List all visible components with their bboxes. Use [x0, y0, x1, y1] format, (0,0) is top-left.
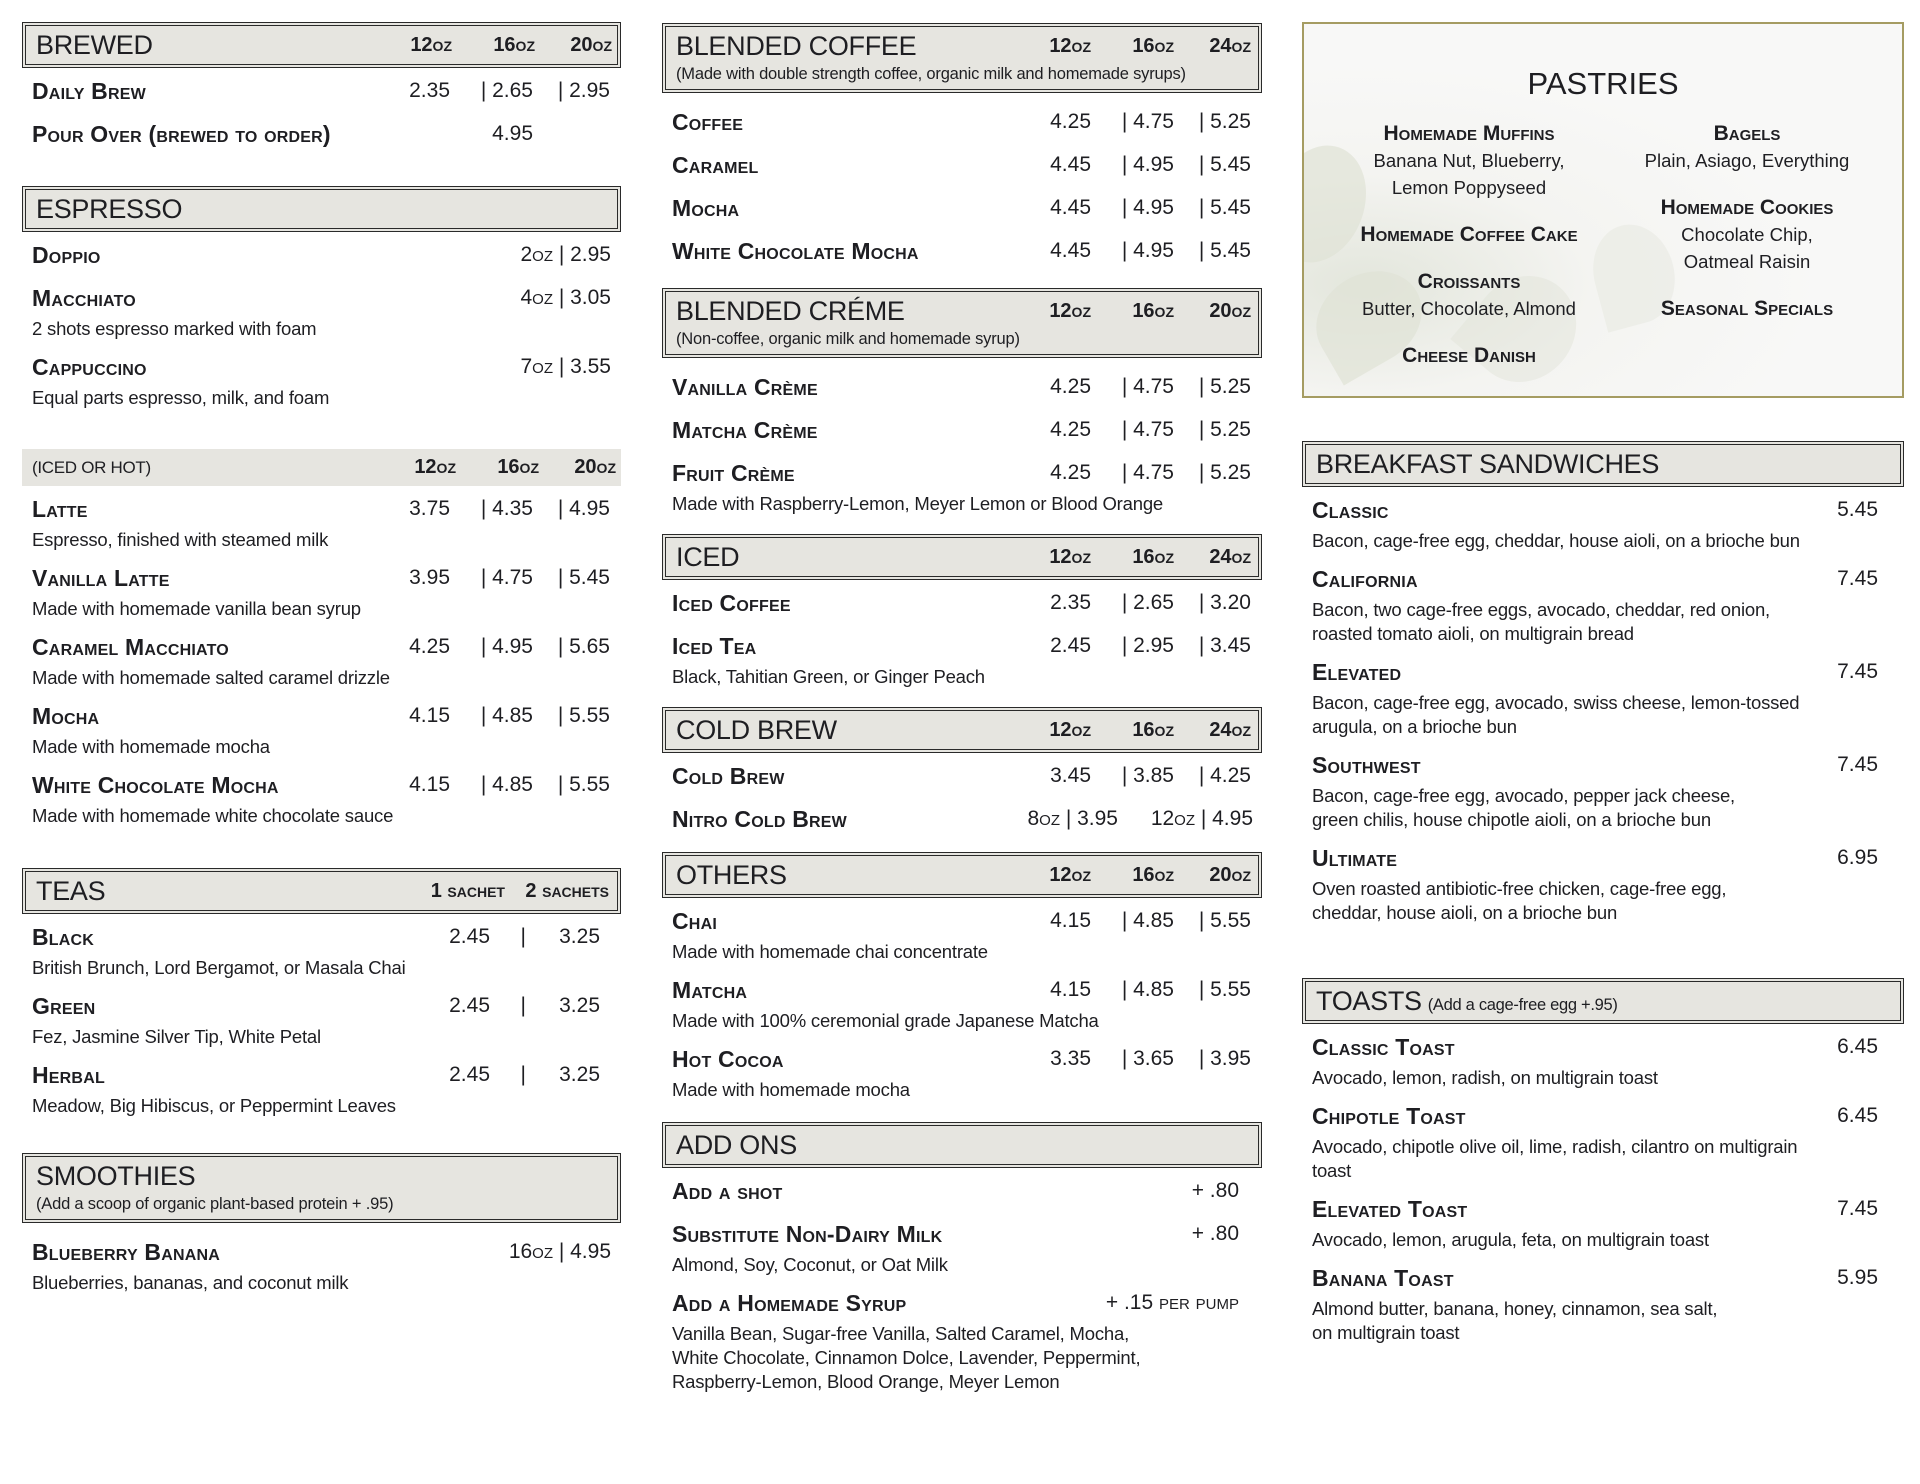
menu-item [662, 1174, 1262, 1217]
size-label: 12oz [1049, 300, 1091, 322]
item-price: | 5.25 [1198, 375, 1251, 398]
item-name: Matcha Crème [672, 417, 818, 443]
menu-section-blendedcreme [662, 288, 1262, 525]
size-label: 12oz [1049, 35, 1091, 57]
item-price: | 5.25 [1198, 461, 1251, 484]
item-description: Oven roasted antibiotic-free chicken, cage-free egg, cheddar, house aioli, on a brioche bun [1312, 878, 1727, 923]
item-price: 7.45 [1837, 753, 1878, 776]
item-description: Made with homemade white chocolate sauce [32, 805, 394, 826]
item-price: 3.75 [409, 497, 450, 520]
item-description: Avocado, chipotle olive oil, lime, radish, cilantro on multigrain toast [1312, 1136, 1798, 1181]
menu-item [1302, 1030, 1904, 1099]
item-price: 3.25 [559, 1063, 600, 1086]
item-list [1302, 487, 1904, 934]
menu-item [662, 904, 1262, 973]
item-price: | 3.20 [1198, 591, 1251, 614]
section-header [662, 852, 1262, 898]
section-subtitle: (Add a cage-free egg +.95) [1427, 996, 1618, 1014]
section-subtitle: (Non-coffee, organic milk and homemade syrup) [676, 330, 1020, 348]
item-price: 7.45 [1837, 660, 1878, 683]
item-price: 2oz | 2.95 [520, 243, 611, 266]
menu-item [662, 1042, 1262, 1111]
item-list [1302, 1024, 1904, 1354]
item-price: | 4.95 [480, 635, 533, 658]
item-price: | 5.45 [1198, 239, 1251, 262]
item-name: Vanilla Latte [32, 565, 170, 591]
item-price: | 5.55 [557, 704, 610, 727]
item-list [662, 753, 1262, 845]
item-list [662, 580, 1262, 698]
item-description: Made with homemade vanilla bean syrup [32, 598, 361, 619]
item-name: Fruit Crème [672, 460, 795, 486]
menu-item [1302, 655, 1904, 748]
section-header [662, 707, 1262, 753]
item-price: | 4.75 [1121, 375, 1174, 398]
item-list [22, 68, 621, 160]
item-price: + .15 per pump [1105, 1291, 1239, 1314]
item-name: Pour Over (brewed to order) [32, 121, 331, 147]
section-header [22, 22, 621, 68]
item-description: Black, Tahitian Green, or Ginger Peach [672, 666, 985, 687]
item-description: Bacon, two cage-free eggs, avocado, cheddar, red onion, roasted tomato aioli, on multigrain bread [1312, 599, 1770, 644]
item-price: 4.45 [1050, 153, 1091, 176]
item-price: 3.95 [409, 566, 450, 589]
item-name: Vanilla Crème [672, 374, 818, 400]
size-label: 2 sachets [525, 880, 609, 902]
item-description: Vanilla Bean, Sugar-free Vanilla, Salted Caramel, Mocha, White Chocolate, Cinnamon Dolce, Lavender, Peppermint, Raspberry-Lemon, Blood Orange, Meyer Lemon [672, 1323, 1141, 1392]
menu-item [662, 191, 1262, 234]
section-header [1302, 978, 1904, 1024]
item-description: Almond, Soy, Coconut, or Oat Milk [672, 1254, 948, 1275]
item-price: 4.25 [409, 635, 450, 658]
menu-item [22, 699, 621, 768]
item-price: 2.45 [1050, 634, 1091, 657]
item-description: British Brunch, Lord Bergamot, or Masala Chai [32, 957, 406, 978]
menu-section-toasts [1302, 978, 1904, 1354]
item-name: Add a shot [672, 1178, 783, 1204]
section-title: BLENDED CRÉME [676, 296, 905, 326]
item-description: Made with homemade chai concentrate [672, 941, 988, 962]
size-label: 16oz [1132, 719, 1174, 741]
section-subtitle: (Made with double strength coffee, organic milk and homemade syrups) [676, 65, 1186, 83]
item-name: Southwest [1312, 752, 1421, 778]
item-name: Chai [672, 908, 717, 934]
item-price: 5.95 [1837, 1266, 1878, 1289]
item-price: | 4.85 [1121, 909, 1174, 932]
menu-item [662, 802, 1262, 845]
item-description: Made with 100% ceremonial grade Japanese Matcha [672, 1010, 1099, 1031]
item-price: 2.35 [1050, 591, 1091, 614]
item-list [662, 93, 1262, 277]
pastries-box [1302, 22, 1904, 398]
item-price: | 4.95 [1121, 196, 1174, 219]
item-name: Classic Toast [1312, 1034, 1455, 1060]
menu-item [662, 1217, 1262, 1286]
item-price: | 5.55 [557, 773, 610, 796]
menu-item [662, 148, 1262, 191]
menu-column-1 [22, 0, 621, 1484]
item-price: | 5.55 [1198, 909, 1251, 932]
section-title: ESPRESSO [36, 194, 183, 224]
item-price: | 2.65 [1121, 591, 1174, 614]
section-title: BREAKFAST SANDWICHES [1316, 449, 1660, 479]
item-description: Fez, Jasmine Silver Tip, White Petal [32, 1026, 321, 1047]
section-title: SMOOTHIES [36, 1161, 196, 1191]
size-label: 24oz [1209, 35, 1251, 57]
item-price: | 4.25 [1198, 764, 1251, 787]
size-label: 20oz [574, 456, 616, 478]
size-label: 12oz [414, 456, 456, 478]
section-subtitle: (Add a scoop of organic plant-based protein + .95) [36, 1195, 394, 1213]
item-price: 4.95 [492, 122, 533, 145]
item-price: 6.45 [1837, 1035, 1878, 1058]
size-label: 20oz [1209, 300, 1251, 322]
item-price: 3.25 [559, 925, 600, 948]
item-price: | 5.45 [1198, 153, 1251, 176]
item-price: 2.45 [449, 1063, 490, 1086]
section-title: ICED [676, 542, 740, 572]
item-price: 4.25 [1050, 110, 1091, 133]
menu-item [22, 768, 621, 837]
pastry-name: Croissants [1417, 270, 1521, 293]
item-price: 2.45 [449, 994, 490, 1017]
pastry-name: Homemade Coffee Cake [1360, 223, 1578, 246]
menu-item [1302, 562, 1904, 655]
section-header [662, 1122, 1262, 1168]
menu-item [22, 989, 621, 1058]
menu-item [22, 1235, 621, 1304]
menu-section-iced [662, 534, 1262, 698]
menu-item [22, 630, 621, 699]
menu-item [662, 105, 1262, 148]
item-description: Avocado, lemon, arugula, feta, on multigrain toast [1312, 1229, 1709, 1250]
menu-item [662, 586, 1262, 629]
size-label: 16oz [1132, 864, 1174, 886]
pastry-name: Homemade Cookies [1660, 196, 1834, 219]
pastry-description: Banana Nut, Blueberry, Lemon Poppyseed [1373, 150, 1565, 198]
menu-section-others [662, 852, 1262, 1111]
menu-section-icedhot [22, 449, 621, 837]
item-price: 4.25 [1050, 375, 1091, 398]
item-name: Daily Brew [32, 78, 146, 104]
pastry-name: Bagels [1713, 122, 1781, 145]
size-label: 24oz [1209, 546, 1251, 568]
item-price: 6.45 [1837, 1104, 1878, 1127]
item-price: | [520, 994, 526, 1017]
section-header [22, 1153, 621, 1223]
item-price: 3.25 [559, 994, 600, 1017]
section-header [662, 23, 1262, 93]
size-label: 12oz [1049, 719, 1091, 741]
item-name: White Chocolate Mocha [32, 772, 279, 798]
pastry-item [1602, 295, 1892, 322]
item-name: Chipotle Toast [1312, 1103, 1466, 1129]
item-description: Meadow, Big Hibiscus, or Peppermint Leaves [32, 1095, 396, 1116]
item-name: Classic [1312, 497, 1389, 523]
menu-item [22, 920, 621, 989]
menu-item [662, 973, 1262, 1042]
menu-item [1302, 841, 1904, 934]
item-price: 4.15 [409, 773, 450, 796]
item-name: Matcha [672, 977, 748, 1003]
menu-item [22, 74, 621, 117]
menu-item [1302, 1261, 1904, 1354]
menu-column-3 [1302, 0, 1904, 1484]
pastry-description: Plain, Asiago, Everything [1644, 150, 1850, 171]
item-price: 4.25 [1050, 461, 1091, 484]
section-title: (ICED OR HOT) [32, 458, 151, 477]
menu-item [22, 1058, 621, 1127]
item-description: Almond butter, banana, honey, cinnamon, sea salt, on multigrain toast [1312, 1298, 1718, 1343]
item-name: White Chocolate Mocha [672, 238, 919, 264]
item-price: 3.45 [1050, 764, 1091, 787]
pastry-item [1602, 120, 1892, 174]
item-price: 16oz | 4.95 [508, 1240, 611, 1263]
size-label: 16oz [1132, 300, 1174, 322]
size-label: 16oz [1132, 546, 1174, 568]
item-price: + .80 [1191, 1222, 1239, 1245]
item-name: Latte [32, 496, 88, 522]
item-name: Hot Cocoa [672, 1046, 784, 1072]
size-label: 12oz [410, 34, 452, 56]
item-name: Ultimate [1312, 845, 1398, 871]
item-name: Mocha [32, 703, 100, 729]
size-label: 16oz [493, 34, 535, 56]
menu-item [22, 281, 621, 350]
item-description: Made with homemade salted caramel drizzle [32, 667, 390, 688]
item-description: 2 shots espresso marked with foam [32, 318, 317, 339]
item-price: 7oz | 3.55 [520, 355, 611, 378]
item-name: Macchiato [32, 285, 136, 311]
item-price: 7.45 [1837, 1197, 1878, 1220]
item-description: Espresso, finished with steamed milk [32, 529, 329, 550]
menu-section-smoothies [22, 1153, 621, 1304]
item-name: Mocha [672, 195, 740, 221]
item-name: Caramel [672, 152, 759, 178]
item-name: Add a Homemade Syrup [672, 1290, 907, 1316]
item-price: 4.45 [1050, 196, 1091, 219]
menu-item [662, 413, 1262, 456]
item-price: | 5.25 [1198, 418, 1251, 441]
menu-item [1302, 1099, 1904, 1192]
item-list [662, 898, 1262, 1111]
item-price: | 4.35 [480, 497, 533, 520]
section-title: TEAS [36, 876, 106, 906]
section-header [662, 534, 1262, 580]
item-name: Blueberry Banana [32, 1239, 220, 1265]
item-price: | 4.85 [480, 704, 533, 727]
item-name: Iced Tea [672, 633, 757, 659]
size-label: 12oz [1049, 864, 1091, 886]
item-price: 3.35 [1050, 1047, 1091, 1070]
item-name: Green [32, 993, 96, 1019]
menu-section-teas [22, 868, 621, 1127]
pastry-item [1324, 120, 1614, 201]
item-price: 2.35 [409, 79, 450, 102]
item-price: 4.15 [1050, 978, 1091, 1001]
item-price: 4.15 [1050, 909, 1091, 932]
section-header [22, 449, 621, 486]
menu-item [22, 238, 621, 281]
item-price: | 3.85 [1121, 764, 1174, 787]
item-price: | 4.75 [1121, 461, 1174, 484]
menu-section-blendedcoffee [662, 23, 1262, 277]
item-description: Equal parts espresso, milk, and foam [32, 387, 330, 408]
menu-item [1302, 748, 1904, 841]
menu-item [22, 492, 621, 561]
menu-item [22, 350, 621, 419]
menu-item [1302, 493, 1904, 562]
item-name: Black [32, 924, 95, 950]
item-name: Caramel Macchiato [32, 634, 229, 660]
size-label: 16oz [497, 456, 539, 478]
item-price: | 4.85 [1121, 978, 1174, 1001]
menu-section-brewed [22, 22, 621, 160]
item-price: | 4.75 [480, 566, 533, 589]
item-price: | 3.95 [1198, 1047, 1251, 1070]
item-price: | 4.95 [1121, 153, 1174, 176]
item-price: | 4.75 [1121, 418, 1174, 441]
item-price: 5.45 [1837, 498, 1878, 521]
item-description: Made with Raspberry-Lemon, Meyer Lemon or Blood Orange [672, 493, 1163, 514]
menu-item [22, 117, 621, 160]
pastry-description: Butter, Chocolate, Almond [1362, 298, 1576, 319]
item-price: | 2.95 [1121, 634, 1174, 657]
item-name: Cold Brew [672, 763, 785, 789]
size-label: 16oz [1132, 35, 1174, 57]
item-price: 2.45 [449, 925, 490, 948]
section-title: COLD BREW [676, 715, 837, 745]
item-price: 12oz | 4.95 [1150, 807, 1253, 830]
item-price: 4oz | 3.05 [520, 286, 611, 309]
item-name: Substitute Non-Dairy Milk [672, 1221, 943, 1247]
item-price: | 3.45 [1198, 634, 1251, 657]
item-price: | 3.65 [1121, 1047, 1174, 1070]
item-name: Iced Coffee [672, 590, 791, 616]
item-list [22, 1223, 621, 1304]
item-name: Herbal [32, 1062, 105, 1088]
item-price: | [520, 925, 526, 948]
menu-item [22, 561, 621, 630]
section-title: OTHERS [676, 860, 787, 890]
pastries-title: PASTRIES [1527, 66, 1679, 101]
menu-item [662, 759, 1262, 802]
pastry-item [1324, 342, 1614, 369]
item-price: 8oz | 3.95 [1027, 807, 1118, 830]
item-price: | 4.85 [480, 773, 533, 796]
menu-item [662, 370, 1262, 413]
section-title: BLENDED COFFEE [676, 31, 917, 61]
menu-section-sandwiches [1302, 441, 1904, 934]
size-label: 20oz [570, 34, 612, 56]
item-price: | 4.75 [1121, 110, 1174, 133]
section-title: TOASTS (Add a cage-free egg +.95) [1316, 986, 1618, 1016]
section-title: BREWED [36, 30, 153, 60]
item-price: | 5.65 [557, 635, 610, 658]
item-price: | 2.95 [557, 79, 610, 102]
item-price: 4.45 [1050, 239, 1091, 262]
menu-item [662, 234, 1262, 277]
item-price: | 4.95 [557, 497, 610, 520]
pastry-item [1324, 268, 1614, 322]
item-description: Bacon, cage-free egg, avocado, swiss cheese, lemon-tossed arugula, on a brioche bun [1312, 692, 1800, 737]
menu-section-coldbrew [662, 707, 1262, 845]
item-list [662, 1168, 1262, 1403]
pastry-name: Cheese Danish [1402, 344, 1536, 367]
item-price: | [520, 1063, 526, 1086]
size-label: 1 sachet [430, 880, 505, 902]
item-name: Nitro Cold Brew [672, 806, 847, 832]
pastry-item [1602, 194, 1892, 275]
menu-item [662, 1286, 1262, 1403]
item-price: 7.45 [1837, 567, 1878, 590]
item-name: Doppio [32, 242, 101, 268]
item-name: Coffee [672, 109, 744, 135]
pastry-name: Homemade Muffins [1383, 122, 1555, 145]
item-name: Cappuccino [32, 354, 147, 380]
item-price: | 5.45 [557, 566, 610, 589]
pastry-item [1324, 221, 1614, 248]
item-price: 6.95 [1837, 846, 1878, 869]
item-description: Blueberries, bananas, and coconut milk [32, 1272, 349, 1293]
item-price: | 5.55 [1198, 978, 1251, 1001]
section-title: ADD ONS [676, 1130, 797, 1160]
item-price: | 5.45 [1198, 196, 1251, 219]
item-price: 4.15 [409, 704, 450, 727]
item-description: Made with homemade mocha [672, 1079, 910, 1100]
menu-column-2 [662, 0, 1262, 1484]
item-list [22, 232, 621, 419]
item-name: Elevated [1312, 659, 1402, 685]
item-description: Avocado, lemon, radish, on multigrain toast [1312, 1067, 1658, 1088]
item-price: + .80 [1191, 1179, 1239, 1202]
item-price: | 4.95 [1121, 239, 1174, 262]
section-header [22, 868, 621, 914]
item-price: | 2.65 [480, 79, 533, 102]
item-list [22, 914, 621, 1127]
size-label: 24oz [1209, 719, 1251, 741]
size-label: 12oz [1049, 546, 1091, 568]
item-name: Banana Toast [1312, 1265, 1454, 1291]
item-name: California [1312, 566, 1418, 592]
menu-item [1302, 1192, 1904, 1261]
menu-section-addons [662, 1122, 1262, 1403]
pastry-description: Chocolate Chip, Oatmeal Raisin [1681, 224, 1813, 272]
pastry-name: Seasonal Specials [1660, 297, 1834, 320]
menu-item [662, 629, 1262, 698]
item-list [662, 358, 1262, 525]
item-price: 4.25 [1050, 418, 1091, 441]
item-description: Made with homemade mocha [32, 736, 270, 757]
item-description: Bacon, cage-free egg, cheddar, house aioli, on a brioche bun [1312, 530, 1800, 551]
menu-section-espresso [22, 186, 621, 419]
item-list [22, 486, 621, 837]
menu-item [662, 456, 1262, 525]
pastries-right-list [1602, 120, 1892, 342]
section-header [1302, 441, 1904, 487]
size-label: 20oz [1209, 864, 1251, 886]
item-description: Bacon, cage-free egg, avocado, pepper jack cheese, green chilis, house chipotle aioli, on a brioche bun [1312, 785, 1735, 830]
section-header [662, 288, 1262, 358]
section-header [22, 186, 621, 232]
item-price: | 5.25 [1198, 110, 1251, 133]
pastries-left-list [1324, 120, 1614, 389]
item-name: Elevated Toast [1312, 1196, 1468, 1222]
